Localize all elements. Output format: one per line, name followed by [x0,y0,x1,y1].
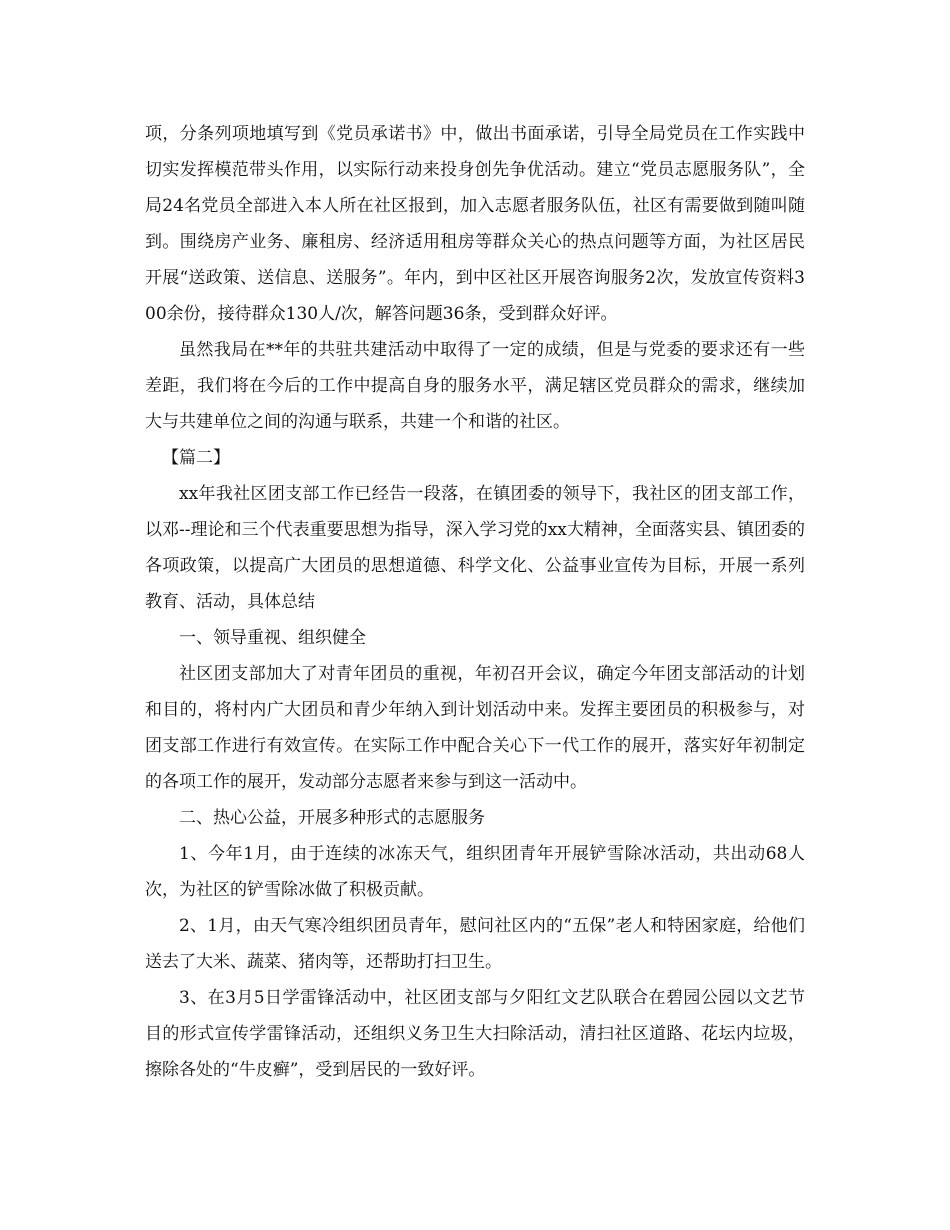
list-item-2: 2、1月，由天气寒冷组织团员青年，慰问社区内的“五保”老人和特困家庭，给他们送去了大米、蔬菜、猪肉等，还帮助打扫卫生。 [145,916,805,972]
paragraph-summary: 虽然我局在**年的共驻共建活动中取得了一定的成绩，但是与党委的要求还有一些差距，我们将在今后的工作中提高自身的服务水平，满足辖区党员群众的需求，继续加大与共建单位之间的沟通与联系，共建一个和谐的社区。 [145,340,805,432]
list-item-3: 3、在3月5日学雷锋活动中，社区团支部与夕阳红文艺队联合在碧园公园以文艺节目的形式宣传学雷锋活动，还组织义务卫生大扫除活动，清扫社区道路、花坛内垃圾，擦除各处的“牛皮癣”，受到居民的一致好评。 [145,988,805,1080]
section-heading-1: 一、领导重视、组织健全 [179,628,366,648]
paragraph-body-1: 社区团支部加大了对青年团员的重视，年初召开会议，确定今年团支部活动的计划和目的，将村内广大团员和青少年纳入到计划活动中来。发挥主要团员的积极参与，对团支部工作进行有效宣传。在实际工作中配合关心下一代工作的展开，落实好年初制定的各项工作的展开，发动部分志愿者来参与到这一活动中。 [145,664,805,792]
paragraph-continuation: 项，分条列项地填写到《党员承诺书》中，做出书面承诺，引导全局党员在工作实践中切实发挥模范带头作用，以实际行动来投身创先争优活动。建立“党员志愿服务队”，全局24名党员全部进入本人所在社区报到，加入志愿者服务队伍，社区有需要做到随叫随到。围绕房产业务、廉租房、经济适用租房等群众关心的热点问题等方面，为社区居民开展“送政策、送信息、送服务”。年内，到中区社区开展咨询服务2次，发放宣传资料300余份，接待群众130人/次，解答问题36条，受到群众好评。 [145,124,805,324]
list-item-1: 1、今年1月，由于连续的冰冻天气，组织团青年开展铲雪除冰活动，共出动68人次，为社区的铲雪除冰做了积极贡献。 [145,844,805,900]
section-heading-2: 二、热心公益，开展多种形式的志愿服务 [179,808,485,828]
document-body [145,116,805,1088]
section-title: 【篇二】 [162,448,230,468]
paragraph-intro: xx年我社区团支部工作已经告一段落，在镇团委的领导下，我社区的团支部工作，以邓--理论和三个代表重要思想为指导，深入学习党的xx大精神，全面落实县、镇团委的各项政策，以提高广大团员的思想道德、科学文化、公益事业宣传为目标，开展一系列教育、活动，具体总结 [145,484,805,612]
